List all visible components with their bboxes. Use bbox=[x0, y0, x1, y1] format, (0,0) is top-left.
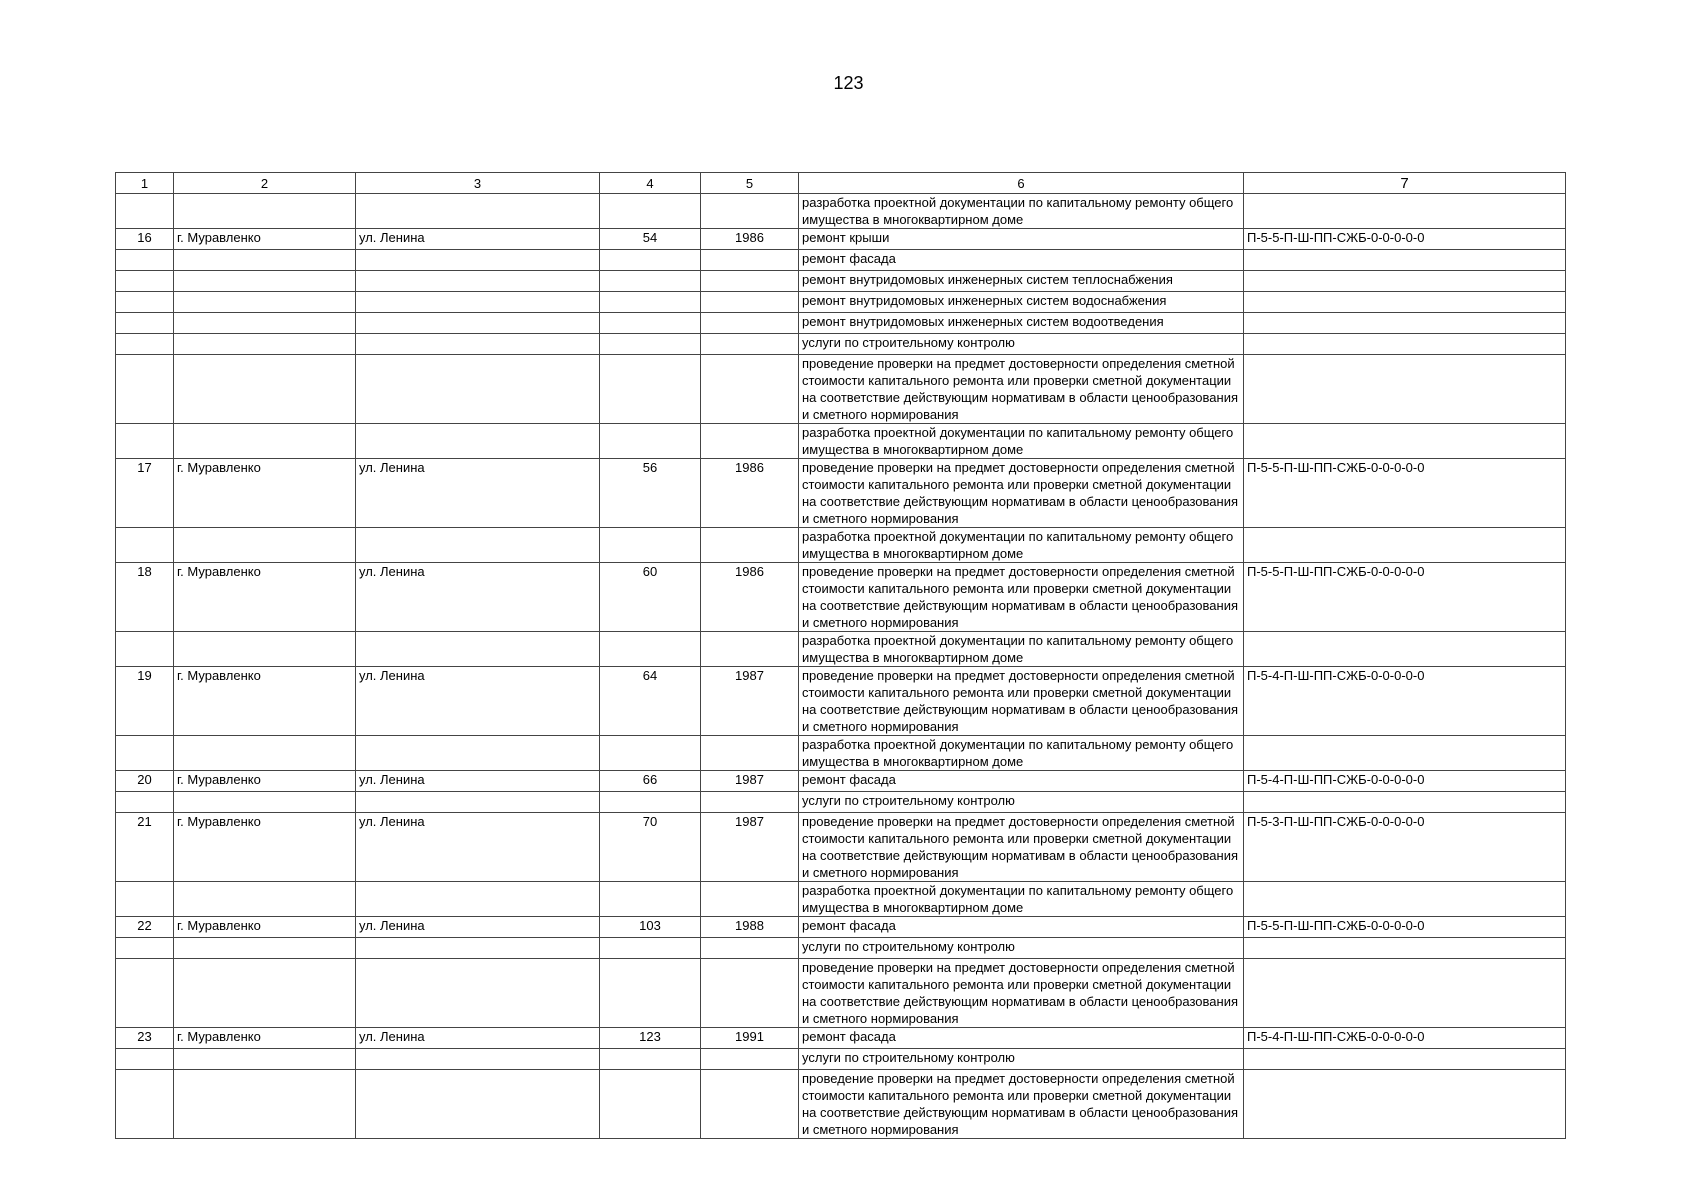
city-cell bbox=[174, 250, 356, 271]
city-cell bbox=[174, 355, 356, 424]
street-cell: ул. Ленина bbox=[356, 917, 600, 938]
street-cell bbox=[356, 959, 600, 1028]
year-cell bbox=[701, 1070, 799, 1139]
house-number-cell bbox=[600, 736, 701, 771]
building-code-cell bbox=[1244, 1049, 1566, 1070]
work-type-cell: проведение проверки на предмет достоверности определения сметной стоимости капитального ремонта или проверки сметной документации на соответствие действующим нормативам в области ценообразования и сметного нормирования bbox=[799, 959, 1244, 1028]
work-type-cell: ремонт фасада bbox=[799, 771, 1244, 792]
row-number-cell bbox=[116, 250, 174, 271]
table-row bbox=[116, 313, 1566, 334]
work-type-cell: услуги по строительному контролю bbox=[799, 792, 1244, 813]
table-body bbox=[116, 194, 1566, 1139]
work-type-cell: услуги по строительному контролю bbox=[799, 938, 1244, 959]
building-code-cell bbox=[1244, 250, 1566, 271]
work-type-cell: разработка проектной документации по капитальному ремонту общего имущества в многоквартирном доме bbox=[799, 632, 1244, 667]
year-cell: 1986 bbox=[701, 229, 799, 250]
table-row bbox=[116, 355, 1566, 424]
work-type-cell: разработка проектной документации по капитальному ремонту общего имущества в многоквартирном доме bbox=[799, 882, 1244, 917]
building-code-cell: П-5-5-П-Ш-ПП-СЖБ-0-0-0-0-0 bbox=[1244, 459, 1566, 528]
table-row bbox=[116, 563, 1566, 632]
header-row bbox=[116, 173, 1566, 194]
building-code-cell bbox=[1244, 1070, 1566, 1139]
table-row bbox=[116, 1028, 1566, 1049]
house-number-cell bbox=[600, 882, 701, 917]
house-number-cell bbox=[600, 528, 701, 563]
building-code-cell bbox=[1244, 313, 1566, 334]
row-number-cell: 20 bbox=[116, 771, 174, 792]
year-cell: 1987 bbox=[701, 771, 799, 792]
row-number-cell bbox=[116, 424, 174, 459]
house-number-cell: 123 bbox=[600, 1028, 701, 1049]
row-number-cell: 23 bbox=[116, 1028, 174, 1049]
city-cell: г. Муравленко bbox=[174, 813, 356, 882]
table-row bbox=[116, 938, 1566, 959]
building-code-cell bbox=[1244, 271, 1566, 292]
year-cell bbox=[701, 792, 799, 813]
street-cell: ул. Ленина bbox=[356, 563, 600, 632]
house-number-cell: 66 bbox=[600, 771, 701, 792]
header-cell: 5 bbox=[701, 173, 799, 194]
row-number-cell bbox=[116, 271, 174, 292]
row-number-cell bbox=[116, 313, 174, 334]
row-number-cell bbox=[116, 292, 174, 313]
year-cell bbox=[701, 334, 799, 355]
city-cell: г. Муравленко bbox=[174, 563, 356, 632]
year-cell: 1987 bbox=[701, 813, 799, 882]
building-code-cell bbox=[1244, 194, 1566, 229]
table-row bbox=[116, 292, 1566, 313]
house-number-cell bbox=[600, 250, 701, 271]
header-cell: 2 bbox=[174, 173, 356, 194]
street-cell bbox=[356, 1070, 600, 1139]
row-number-cell bbox=[116, 1049, 174, 1070]
building-code-cell bbox=[1244, 292, 1566, 313]
work-type-cell: проведение проверки на предмет достоверности определения сметной стоимости капитального ремонта или проверки сметной документации на соответствие действующим нормативам в области ценообразования и сметного нормирования bbox=[799, 563, 1244, 632]
page-number: 123 bbox=[833, 73, 864, 93]
row-number-cell bbox=[116, 334, 174, 355]
street-cell: ул. Ленина bbox=[356, 229, 600, 250]
street-cell: ул. Ленина bbox=[356, 1028, 600, 1049]
row-number-cell bbox=[116, 1070, 174, 1139]
city-cell bbox=[174, 736, 356, 771]
year-cell bbox=[701, 355, 799, 424]
building-code-cell bbox=[1244, 528, 1566, 563]
work-type-cell: ремонт внутридомовых инженерных систем водоснабжения bbox=[799, 292, 1244, 313]
year-cell bbox=[701, 292, 799, 313]
year-cell: 1987 bbox=[701, 667, 799, 736]
year-cell: 1991 bbox=[701, 1028, 799, 1049]
work-type-cell: разработка проектной документации по капитальному ремонту общего имущества в многоквартирном доме bbox=[799, 194, 1244, 229]
street-cell bbox=[356, 194, 600, 229]
building-code-cell bbox=[1244, 424, 1566, 459]
table-row bbox=[116, 334, 1566, 355]
house-number-cell bbox=[600, 792, 701, 813]
city-cell: г. Муравленко bbox=[174, 771, 356, 792]
year-cell bbox=[701, 938, 799, 959]
street-cell bbox=[356, 632, 600, 667]
row-number-cell bbox=[116, 959, 174, 1028]
table-row bbox=[116, 424, 1566, 459]
building-code-cell bbox=[1244, 632, 1566, 667]
year-cell bbox=[701, 250, 799, 271]
street-cell bbox=[356, 736, 600, 771]
row-number-cell: 21 bbox=[116, 813, 174, 882]
work-type-cell: разработка проектной документации по капитальному ремонту общего имущества в многоквартирном доме bbox=[799, 528, 1244, 563]
table-row bbox=[116, 667, 1566, 736]
row-number-cell bbox=[116, 938, 174, 959]
year-cell: 1986 bbox=[701, 459, 799, 528]
table-row bbox=[116, 882, 1566, 917]
city-cell: г. Муравленко bbox=[174, 1028, 356, 1049]
city-cell bbox=[174, 959, 356, 1028]
house-number-cell: 54 bbox=[600, 229, 701, 250]
street-cell bbox=[356, 355, 600, 424]
city-cell bbox=[174, 632, 356, 667]
row-number-cell bbox=[116, 194, 174, 229]
table-row bbox=[116, 959, 1566, 1028]
year-cell bbox=[701, 736, 799, 771]
work-type-cell: разработка проектной документации по капитальному ремонту общего имущества в многоквартирном доме bbox=[799, 736, 1244, 771]
house-number-cell bbox=[600, 938, 701, 959]
building-code-cell bbox=[1244, 736, 1566, 771]
street-cell bbox=[356, 313, 600, 334]
table-row bbox=[116, 459, 1566, 528]
house-number-cell bbox=[600, 424, 701, 459]
building-code-cell: П-5-5-П-Ш-ПП-СЖБ-0-0-0-0-0 bbox=[1244, 229, 1566, 250]
house-number-cell bbox=[600, 194, 701, 229]
building-code-cell: П-5-3-П-Ш-ПП-СЖБ-0-0-0-0-0 bbox=[1244, 813, 1566, 882]
city-cell bbox=[174, 882, 356, 917]
building-code-cell bbox=[1244, 938, 1566, 959]
street-cell bbox=[356, 938, 600, 959]
house-number-cell bbox=[600, 313, 701, 334]
header-cell: 3 bbox=[356, 173, 600, 194]
house-number-cell bbox=[600, 959, 701, 1028]
work-type-cell: проведение проверки на предмет достоверности определения сметной стоимости капитального ремонта или проверки сметной документации на соответствие действующим нормативам в области ценообразования и сметного нормирования bbox=[799, 667, 1244, 736]
street-cell bbox=[356, 1049, 600, 1070]
city-cell bbox=[174, 424, 356, 459]
year-cell bbox=[701, 959, 799, 1028]
table-row bbox=[116, 632, 1566, 667]
city-cell bbox=[174, 334, 356, 355]
work-type-cell: ремонт фасада bbox=[799, 1028, 1244, 1049]
city-cell bbox=[174, 292, 356, 313]
street-cell bbox=[356, 334, 600, 355]
work-type-cell: ремонт крыши bbox=[799, 229, 1244, 250]
year-cell bbox=[701, 882, 799, 917]
row-number-cell bbox=[116, 792, 174, 813]
city-cell bbox=[174, 313, 356, 334]
city-cell: г. Муравленко bbox=[174, 667, 356, 736]
house-number-cell bbox=[600, 1070, 701, 1139]
table-row bbox=[116, 229, 1566, 250]
building-code-cell bbox=[1244, 792, 1566, 813]
city-cell bbox=[174, 792, 356, 813]
street-cell: ул. Ленина bbox=[356, 459, 600, 528]
table-row bbox=[116, 528, 1566, 563]
house-number-cell bbox=[600, 271, 701, 292]
house-number-cell: 103 bbox=[600, 917, 701, 938]
table-row bbox=[116, 250, 1566, 271]
city-cell bbox=[174, 938, 356, 959]
row-number-cell bbox=[116, 736, 174, 771]
street-cell bbox=[356, 424, 600, 459]
table-row bbox=[116, 771, 1566, 792]
row-number-cell bbox=[116, 355, 174, 424]
city-cell bbox=[174, 271, 356, 292]
row-number-cell: 18 bbox=[116, 563, 174, 632]
street-cell bbox=[356, 271, 600, 292]
row-number-cell bbox=[116, 632, 174, 667]
header-cell: 4 bbox=[600, 173, 701, 194]
work-type-cell: проведение проверки на предмет достоверности определения сметной стоимости капитального ремонта или проверки сметной документации на соответствие действующим нормативам в области ценообразования и сметного нормирования bbox=[799, 1070, 1244, 1139]
building-code-cell: П-5-4-П-Ш-ПП-СЖБ-0-0-0-0-0 bbox=[1244, 1028, 1566, 1049]
house-number-cell bbox=[600, 334, 701, 355]
street-cell: ул. Ленина bbox=[356, 771, 600, 792]
street-cell bbox=[356, 882, 600, 917]
work-type-cell: проведение проверки на предмет достоверности определения сметной стоимости капитального ремонта или проверки сметной документации на соответствие действующим нормативам в области ценообразования и сметного нормирования bbox=[799, 813, 1244, 882]
year-cell bbox=[701, 528, 799, 563]
house-number-cell bbox=[600, 1049, 701, 1070]
year-cell bbox=[701, 313, 799, 334]
city-cell: г. Муравленко bbox=[174, 459, 356, 528]
house-number-cell bbox=[600, 355, 701, 424]
house-number-cell bbox=[600, 632, 701, 667]
city-cell bbox=[174, 1070, 356, 1139]
table-row bbox=[116, 813, 1566, 882]
header-cell: 6 bbox=[799, 173, 1244, 194]
year-cell: 1986 bbox=[701, 563, 799, 632]
year-cell bbox=[701, 194, 799, 229]
city-cell bbox=[174, 528, 356, 563]
header-cell: 1 bbox=[116, 173, 174, 194]
works-table bbox=[115, 172, 1566, 1139]
year-cell bbox=[701, 271, 799, 292]
street-cell bbox=[356, 792, 600, 813]
year-cell bbox=[701, 424, 799, 459]
row-number-cell: 19 bbox=[116, 667, 174, 736]
building-code-cell bbox=[1244, 334, 1566, 355]
header-cell: 7 bbox=[1244, 173, 1566, 194]
city-cell: г. Муравленко bbox=[174, 229, 356, 250]
street-cell bbox=[356, 292, 600, 313]
city-cell: г. Муравленко bbox=[174, 917, 356, 938]
table-row bbox=[116, 736, 1566, 771]
row-number-cell: 22 bbox=[116, 917, 174, 938]
table-row bbox=[116, 917, 1566, 938]
street-cell: ул. Ленина bbox=[356, 667, 600, 736]
street-cell: ул. Ленина bbox=[356, 813, 600, 882]
building-code-cell bbox=[1244, 355, 1566, 424]
work-type-cell: разработка проектной документации по капитальному ремонту общего имущества в многоквартирном доме bbox=[799, 424, 1244, 459]
work-type-cell: ремонт внутридомовых инженерных систем теплоснабжения bbox=[799, 271, 1244, 292]
work-type-cell: проведение проверки на предмет достоверности определения сметной стоимости капитального ремонта или проверки сметной документации на соответствие действующим нормативам в области ценообразования и сметного нормирования bbox=[799, 459, 1244, 528]
year-cell: 1988 bbox=[701, 917, 799, 938]
building-code-cell bbox=[1244, 959, 1566, 1028]
work-type-cell: проведение проверки на предмет достоверности определения сметной стоимости капитального ремонта или проверки сметной документации на соответствие действующим нормативам в области ценообразования и сметного нормирования bbox=[799, 355, 1244, 424]
building-code-cell: П-5-5-П-Ш-ПП-СЖБ-0-0-0-0-0 bbox=[1244, 917, 1566, 938]
row-number-cell: 16 bbox=[116, 229, 174, 250]
work-type-cell: услуги по строительному контролю bbox=[799, 1049, 1244, 1070]
city-cell bbox=[174, 1049, 356, 1070]
city-cell bbox=[174, 194, 356, 229]
street-cell bbox=[356, 250, 600, 271]
house-number-cell: 56 bbox=[600, 459, 701, 528]
house-number-cell bbox=[600, 292, 701, 313]
work-type-cell: ремонт фасада bbox=[799, 917, 1244, 938]
table-row bbox=[116, 271, 1566, 292]
building-code-cell bbox=[1244, 882, 1566, 917]
row-number-cell: 17 bbox=[116, 459, 174, 528]
work-type-cell: услуги по строительному контролю bbox=[799, 334, 1244, 355]
house-number-cell: 70 bbox=[600, 813, 701, 882]
year-cell bbox=[701, 1049, 799, 1070]
building-code-cell: П-5-4-П-Ш-ПП-СЖБ-0-0-0-0-0 bbox=[1244, 771, 1566, 792]
house-number-cell: 64 bbox=[600, 667, 701, 736]
work-type-cell: ремонт внутридомовых инженерных систем водоотведения bbox=[799, 313, 1244, 334]
row-number-cell bbox=[116, 882, 174, 917]
street-cell bbox=[356, 528, 600, 563]
building-code-cell: П-5-5-П-Ш-ПП-СЖБ-0-0-0-0-0 bbox=[1244, 563, 1566, 632]
row-number-cell bbox=[116, 528, 174, 563]
table-row bbox=[116, 792, 1566, 813]
table-row bbox=[116, 1049, 1566, 1070]
building-code-cell: П-5-4-П-Ш-ПП-СЖБ-0-0-0-0-0 bbox=[1244, 667, 1566, 736]
work-type-cell: ремонт фасада bbox=[799, 250, 1244, 271]
year-cell bbox=[701, 632, 799, 667]
house-number-cell: 60 bbox=[600, 563, 701, 632]
table-row bbox=[116, 1070, 1566, 1139]
table-row bbox=[116, 194, 1566, 229]
